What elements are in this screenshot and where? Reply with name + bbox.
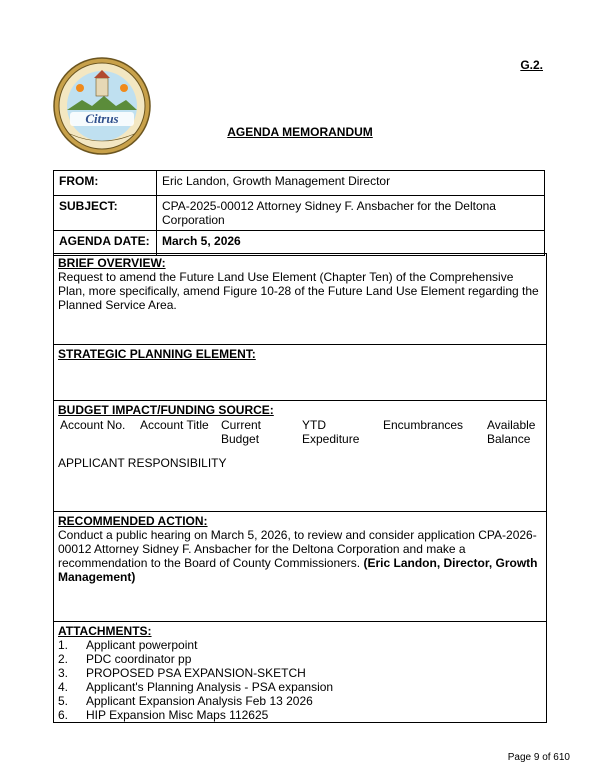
subject-row — [54, 196, 545, 231]
budget-column-available-balance: Available Balance — [487, 418, 536, 446]
recommended-action-responsible: (Eric Landon, Director, Growth Management) — [58, 556, 538, 584]
budget-impact-section — [53, 400, 547, 512]
page-number: Page 9 of 610 — [507, 752, 570, 763]
svg-text:Citrus: Citrus — [85, 111, 119, 126]
budget-column-account-title: Account Title — [140, 418, 209, 432]
memo-header-table — [53, 170, 545, 256]
attachment-item[interactable]: 2. PDC coordinator pp — [58, 652, 192, 666]
attachment-item[interactable]: 1. Applicant powerpoint — [58, 638, 198, 652]
budget-column-encumbrances: Encumbrances — [383, 418, 464, 432]
budget-column-current-budget: Current Budget — [221, 418, 262, 446]
attachments-list — [58, 638, 542, 722]
attachment-item[interactable]: 3. PROPOSED PSA EXPANSION-SKETCH — [58, 666, 306, 680]
attachment-item[interactable]: 5. Applicant Expansion Analysis Feb 13 2026 — [58, 694, 313, 708]
county-seal-logo — [52, 56, 152, 156]
recommended-action-title: RECOMMENDED ACTION: — [58, 514, 208, 528]
from-label: FROM: — [54, 171, 157, 196]
agenda-date-label: AGENDA DATE: — [54, 231, 157, 256]
brief-overview-title: BRIEF OVERVIEW: — [58, 256, 166, 270]
budget-column-ytd-expediture: YTD Expediture — [302, 418, 360, 446]
from-row — [54, 171, 545, 196]
budget-columns — [58, 418, 542, 446]
recommended-action-section — [53, 511, 547, 622]
strategic-planning-section — [53, 344, 547, 401]
memo-title: AGENDA MEMORANDUM — [227, 125, 373, 139]
recommended-action-text: Conduct a public hearing on March 5, 2026, to review and consider application CPA-2026-00012 Attorney Sidney F. Ansbacher for the Deltona Corporation and make a recommendation to the Board of County Commissioners. (Eric Landon, Director, Growth Management) — [58, 528, 538, 584]
budget-column-account-no: Account No. — [60, 418, 126, 432]
strategic-planning-title: STRATEGIC PLANNING ELEMENT: — [58, 347, 256, 361]
budget-note: APPLICANT RESPONSIBILITY — [58, 456, 227, 470]
from-value: Eric Landon, Growth Management Director — [157, 171, 545, 196]
attachments-section — [53, 621, 547, 723]
brief-overview-section — [53, 253, 547, 345]
budget-impact-title: BUDGET IMPACT/FUNDING SOURCE: — [58, 403, 274, 417]
attachment-item[interactable]: 4. Applicant's Planning Analysis - PSA expansion — [58, 680, 334, 694]
brief-overview-text: Request to amend the Future Land Use Element (Chapter Ten) of the Comprehensive Plan, more specifically, amend Figure 10-28 of the Future Land Use Element regarding the Planned Service Area. — [58, 270, 539, 312]
attachments-title: ATTACHMENTS: — [58, 624, 152, 638]
agenda-item-number: G.2. — [520, 58, 543, 72]
agenda-date-value: March 5, 2026 — [157, 231, 545, 256]
attachment-item[interactable]: 6. HIP Expansion Misc Maps 112625 — [58, 708, 269, 722]
subject-label: SUBJECT: — [54, 196, 157, 231]
agenda-date-row — [54, 231, 545, 256]
subject-value: CPA-2025-00012 Attorney Sidney F. Ansbacher for the Deltona Corporation — [157, 196, 545, 231]
